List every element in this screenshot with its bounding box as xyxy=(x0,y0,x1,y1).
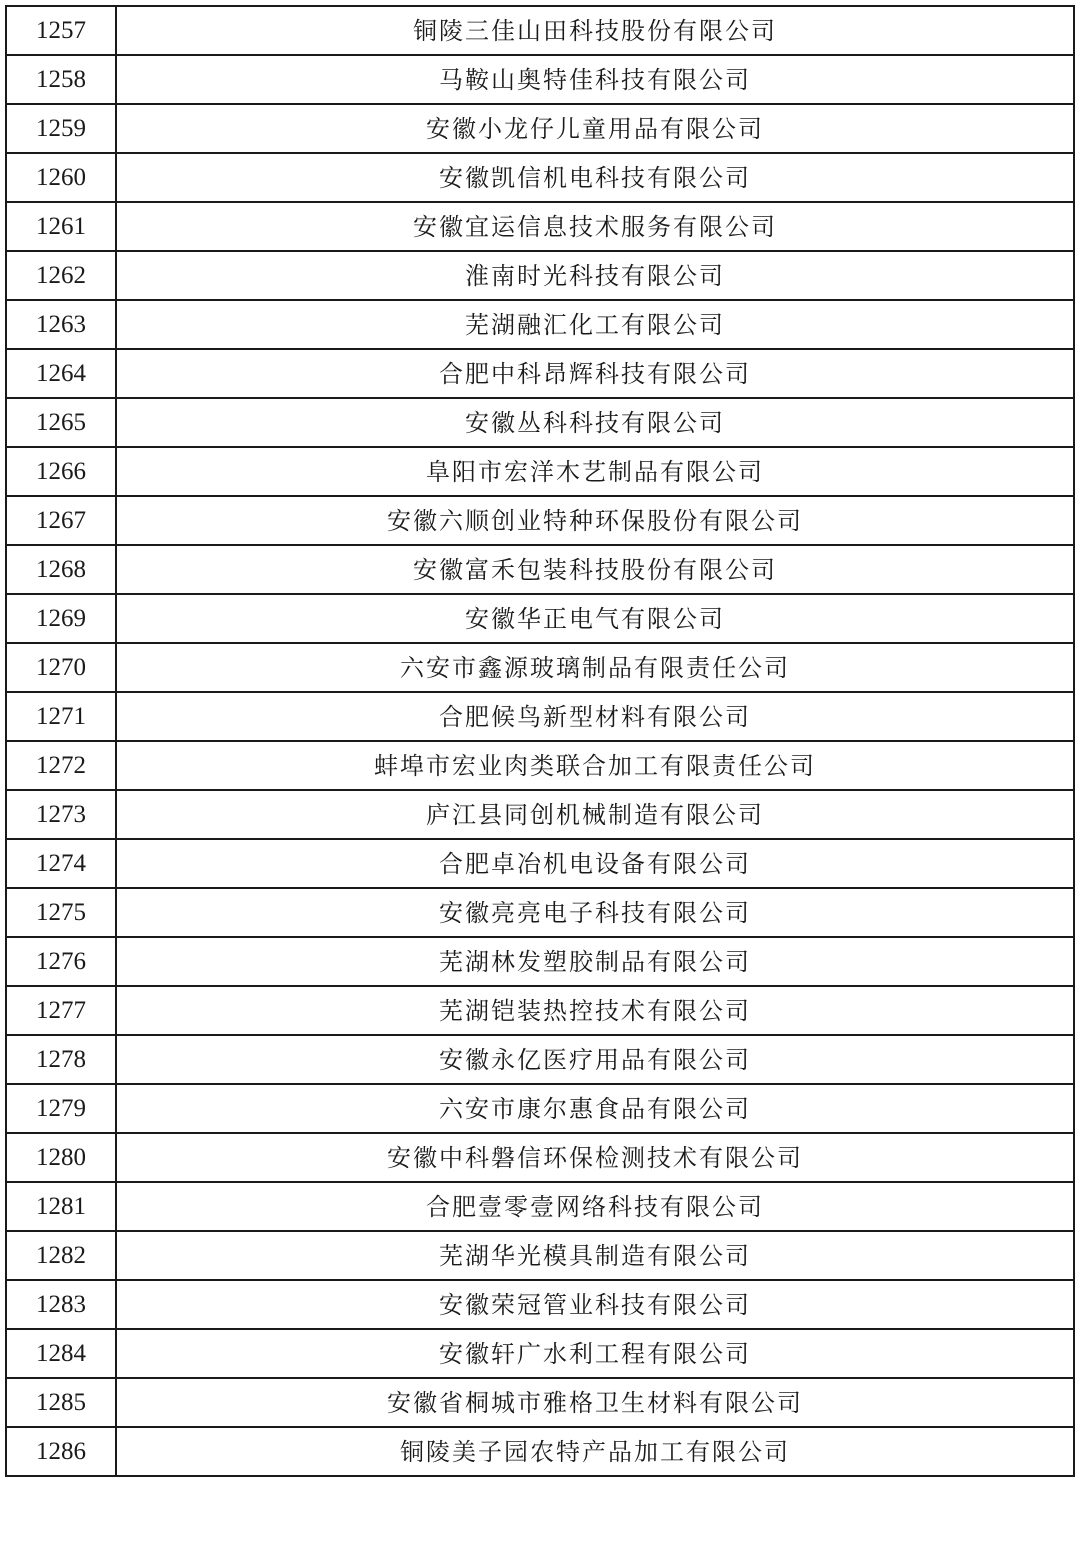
row-number-cell: 1265 xyxy=(6,398,116,447)
row-number-cell: 1270 xyxy=(6,643,116,692)
table-row xyxy=(6,986,1074,1035)
company-name-cell: 芜湖铠装热控技术有限公司 xyxy=(116,986,1074,1035)
row-number-cell: 1277 xyxy=(6,986,116,1035)
company-name-cell: 安徽亮亮电子科技有限公司 xyxy=(116,888,1074,937)
company-name-cell: 合肥中科昂辉科技有限公司 xyxy=(116,349,1074,398)
row-number-cell: 1264 xyxy=(6,349,116,398)
company-name-cell: 安徽中科磐信环保检测技术有限公司 xyxy=(116,1133,1074,1182)
company-name-cell: 安徽六顺创业特种环保股份有限公司 xyxy=(116,496,1074,545)
company-name-cell: 淮南时光科技有限公司 xyxy=(116,251,1074,300)
row-number-cell: 1280 xyxy=(6,1133,116,1182)
row-number-cell: 1278 xyxy=(6,1035,116,1084)
row-number-cell: 1275 xyxy=(6,888,116,937)
table-row xyxy=(6,594,1074,643)
company-name-cell: 安徽省桐城市雅格卫生材料有限公司 xyxy=(116,1378,1074,1427)
table-row xyxy=(6,1329,1074,1378)
table-row xyxy=(6,741,1074,790)
table-row xyxy=(6,251,1074,300)
table-row xyxy=(6,6,1074,55)
company-name-cell: 合肥候鸟新型材料有限公司 xyxy=(116,692,1074,741)
row-number-cell: 1285 xyxy=(6,1378,116,1427)
company-name-cell: 六安市康尔惠食品有限公司 xyxy=(116,1084,1074,1133)
company-name-cell: 芜湖融汇化工有限公司 xyxy=(116,300,1074,349)
company-name-cell: 芜湖华光模具制造有限公司 xyxy=(116,1231,1074,1280)
table-body xyxy=(6,6,1074,1476)
table-row xyxy=(6,1035,1074,1084)
row-number-cell: 1284 xyxy=(6,1329,116,1378)
row-number-cell: 1279 xyxy=(6,1084,116,1133)
table-row xyxy=(6,1133,1074,1182)
table-row xyxy=(6,1280,1074,1329)
company-name-cell: 安徽华正电气有限公司 xyxy=(116,594,1074,643)
row-number-cell: 1263 xyxy=(6,300,116,349)
row-number-cell: 1282 xyxy=(6,1231,116,1280)
table-row xyxy=(6,398,1074,447)
company-name-cell: 六安市鑫源玻璃制品有限责任公司 xyxy=(116,643,1074,692)
company-name-cell: 铜陵三佳山田科技股份有限公司 xyxy=(116,6,1074,55)
company-name-cell: 阜阳市宏洋木艺制品有限公司 xyxy=(116,447,1074,496)
company-name-cell: 蚌埠市宏业肉类联合加工有限责任公司 xyxy=(116,741,1074,790)
table-row xyxy=(6,1427,1074,1476)
row-number-cell: 1266 xyxy=(6,447,116,496)
table-row xyxy=(6,790,1074,839)
row-number-cell: 1269 xyxy=(6,594,116,643)
company-name-cell: 芜湖林发塑胶制品有限公司 xyxy=(116,937,1074,986)
row-number-cell: 1258 xyxy=(6,55,116,104)
table-row xyxy=(6,888,1074,937)
table-row xyxy=(6,1084,1074,1133)
company-list-table xyxy=(5,5,1075,1477)
company-name-cell: 庐江县同创机械制造有限公司 xyxy=(116,790,1074,839)
company-name-cell: 安徽轩广水利工程有限公司 xyxy=(116,1329,1074,1378)
table-row xyxy=(6,545,1074,594)
row-number-cell: 1272 xyxy=(6,741,116,790)
company-name-cell: 安徽丛科科技有限公司 xyxy=(116,398,1074,447)
row-number-cell: 1262 xyxy=(6,251,116,300)
row-number-cell: 1271 xyxy=(6,692,116,741)
table-row xyxy=(6,55,1074,104)
table-row xyxy=(6,349,1074,398)
table-row xyxy=(6,937,1074,986)
row-number-cell: 1267 xyxy=(6,496,116,545)
row-number-cell: 1261 xyxy=(6,202,116,251)
company-name-cell: 安徽荣冠管业科技有限公司 xyxy=(116,1280,1074,1329)
company-name-cell: 安徽小龙仔儿童用品有限公司 xyxy=(116,104,1074,153)
table-row xyxy=(6,447,1074,496)
table-row xyxy=(6,1231,1074,1280)
company-name-cell: 安徽宜运信息技术服务有限公司 xyxy=(116,202,1074,251)
company-name-cell: 安徽富禾包装科技股份有限公司 xyxy=(116,545,1074,594)
table-row xyxy=(6,300,1074,349)
row-number-cell: 1257 xyxy=(6,6,116,55)
row-number-cell: 1274 xyxy=(6,839,116,888)
row-number-cell: 1286 xyxy=(6,1427,116,1476)
row-number-cell: 1273 xyxy=(6,790,116,839)
company-name-cell: 合肥卓冶机电设备有限公司 xyxy=(116,839,1074,888)
table-row xyxy=(6,1378,1074,1427)
row-number-cell: 1260 xyxy=(6,153,116,202)
company-name-cell: 安徽凯信机电科技有限公司 xyxy=(116,153,1074,202)
company-name-cell: 铜陵美子园农特产品加工有限公司 xyxy=(116,1427,1074,1476)
table-row xyxy=(6,104,1074,153)
row-number-cell: 1283 xyxy=(6,1280,116,1329)
table-row xyxy=(6,1182,1074,1231)
company-name-cell: 合肥壹零壹网络科技有限公司 xyxy=(116,1182,1074,1231)
company-name-cell: 安徽永亿医疗用品有限公司 xyxy=(116,1035,1074,1084)
table-row xyxy=(6,839,1074,888)
row-number-cell: 1276 xyxy=(6,937,116,986)
table-row xyxy=(6,643,1074,692)
row-number-cell: 1281 xyxy=(6,1182,116,1231)
table-row xyxy=(6,692,1074,741)
row-number-cell: 1268 xyxy=(6,545,116,594)
company-name-cell: 马鞍山奥特佳科技有限公司 xyxy=(116,55,1074,104)
row-number-cell: 1259 xyxy=(6,104,116,153)
table-row xyxy=(6,153,1074,202)
table-row xyxy=(6,202,1074,251)
table-row xyxy=(6,496,1074,545)
